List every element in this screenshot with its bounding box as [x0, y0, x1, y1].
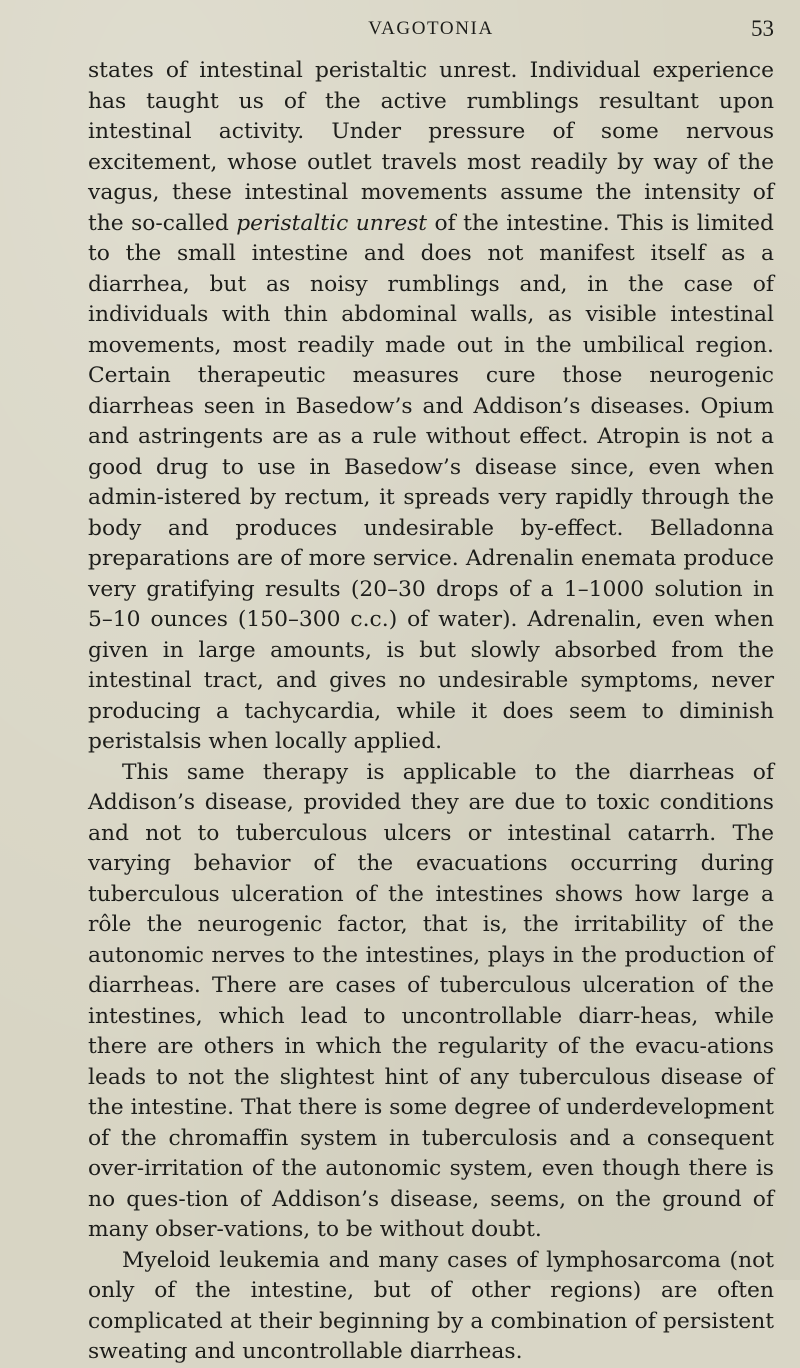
page-header	[88, 16, 774, 44]
paragraph-1-text-b: of the intestine. This is limited to the small intestine and does not manifest itself as a diarrhea, but as noisy rumblings and, in the case of individuals with thin abdominal walls, as visible intestinal movements, most readily made out in the umbilical region. Certain therapeutic measures cure those neurogenic diarrheas seen in Basedow’s and Addison’s diseases. Opium and astringents are as a rule without effect. Atropin is not a good drug to use in Basedow’s disease since, even when admin-istered by rectum, it spreads very rapidly through the body and produces undesirable by-effect. Belladonna preparations are of more service. Adrenalin enemata produce very gratifying results (20–30 drops of a 1–1000 solution in 5–10 ounces (150–300 c.c.) of water). Adrenalin, even when given in large amounts, is but slowly absorbed from the intestinal tract, and gives no undesirable symptoms, never producing a tachycardia, while it does seem to diminish peristalsis when locally applied.	[88, 210, 774, 754]
paragraph-1-italic-term: peristaltic unrest	[236, 210, 428, 236]
page-number: 53	[751, 16, 774, 41]
running-head: VAGOTONIA	[368, 18, 494, 39]
paragraph-3: Myeloid leukemia and many cases of lymphosarcoma (not only of the intestine, but of other regions) are often complicated at their beginning by a combination of persistent sweating and uncontrollable diarrheas.	[88, 1247, 774, 1364]
body-text	[88, 56, 774, 1368]
paragraph-1	[88, 56, 774, 758]
paragraph-1-text-a: states of intestinal peristaltic unrest. Individual experience has taught us of the active rumblings resultant upon intestinal activity. Under pressure of some nervous excitement, whose outlet travels most readily by way of the vagus, these intestinal movements assume the intensity of the so-called	[88, 58, 774, 236]
paragraph-2: This same therapy is applicable to the diarrheas of Addison’s disease, provided they are due to toxic conditions and not to tuberculous ulcers or intestinal catarrh. The varying behavior of the evacuations occurring during tuberculous ulceration of the intestines shows how large a rôle the neurogenic factor, that is, the irritability of the autonomic nerves to the intestines, plays in the production of diarrheas. There are cases of tuberculous ulceration of the intestines, which lead to uncontrollable diarr-heas, while there are others in which the regularity of the evacu-ations leads to not the slightest hint of any tuberculous disease of the intestine. That there is some degree of underdevelopment of the chromaffin system in tuberculosis and a consequent over-irritation of the autonomic system, even though there is no ques-tion of Addison’s disease, seems, on the ground of many obser-vations, to be without doubt.	[88, 759, 774, 1242]
